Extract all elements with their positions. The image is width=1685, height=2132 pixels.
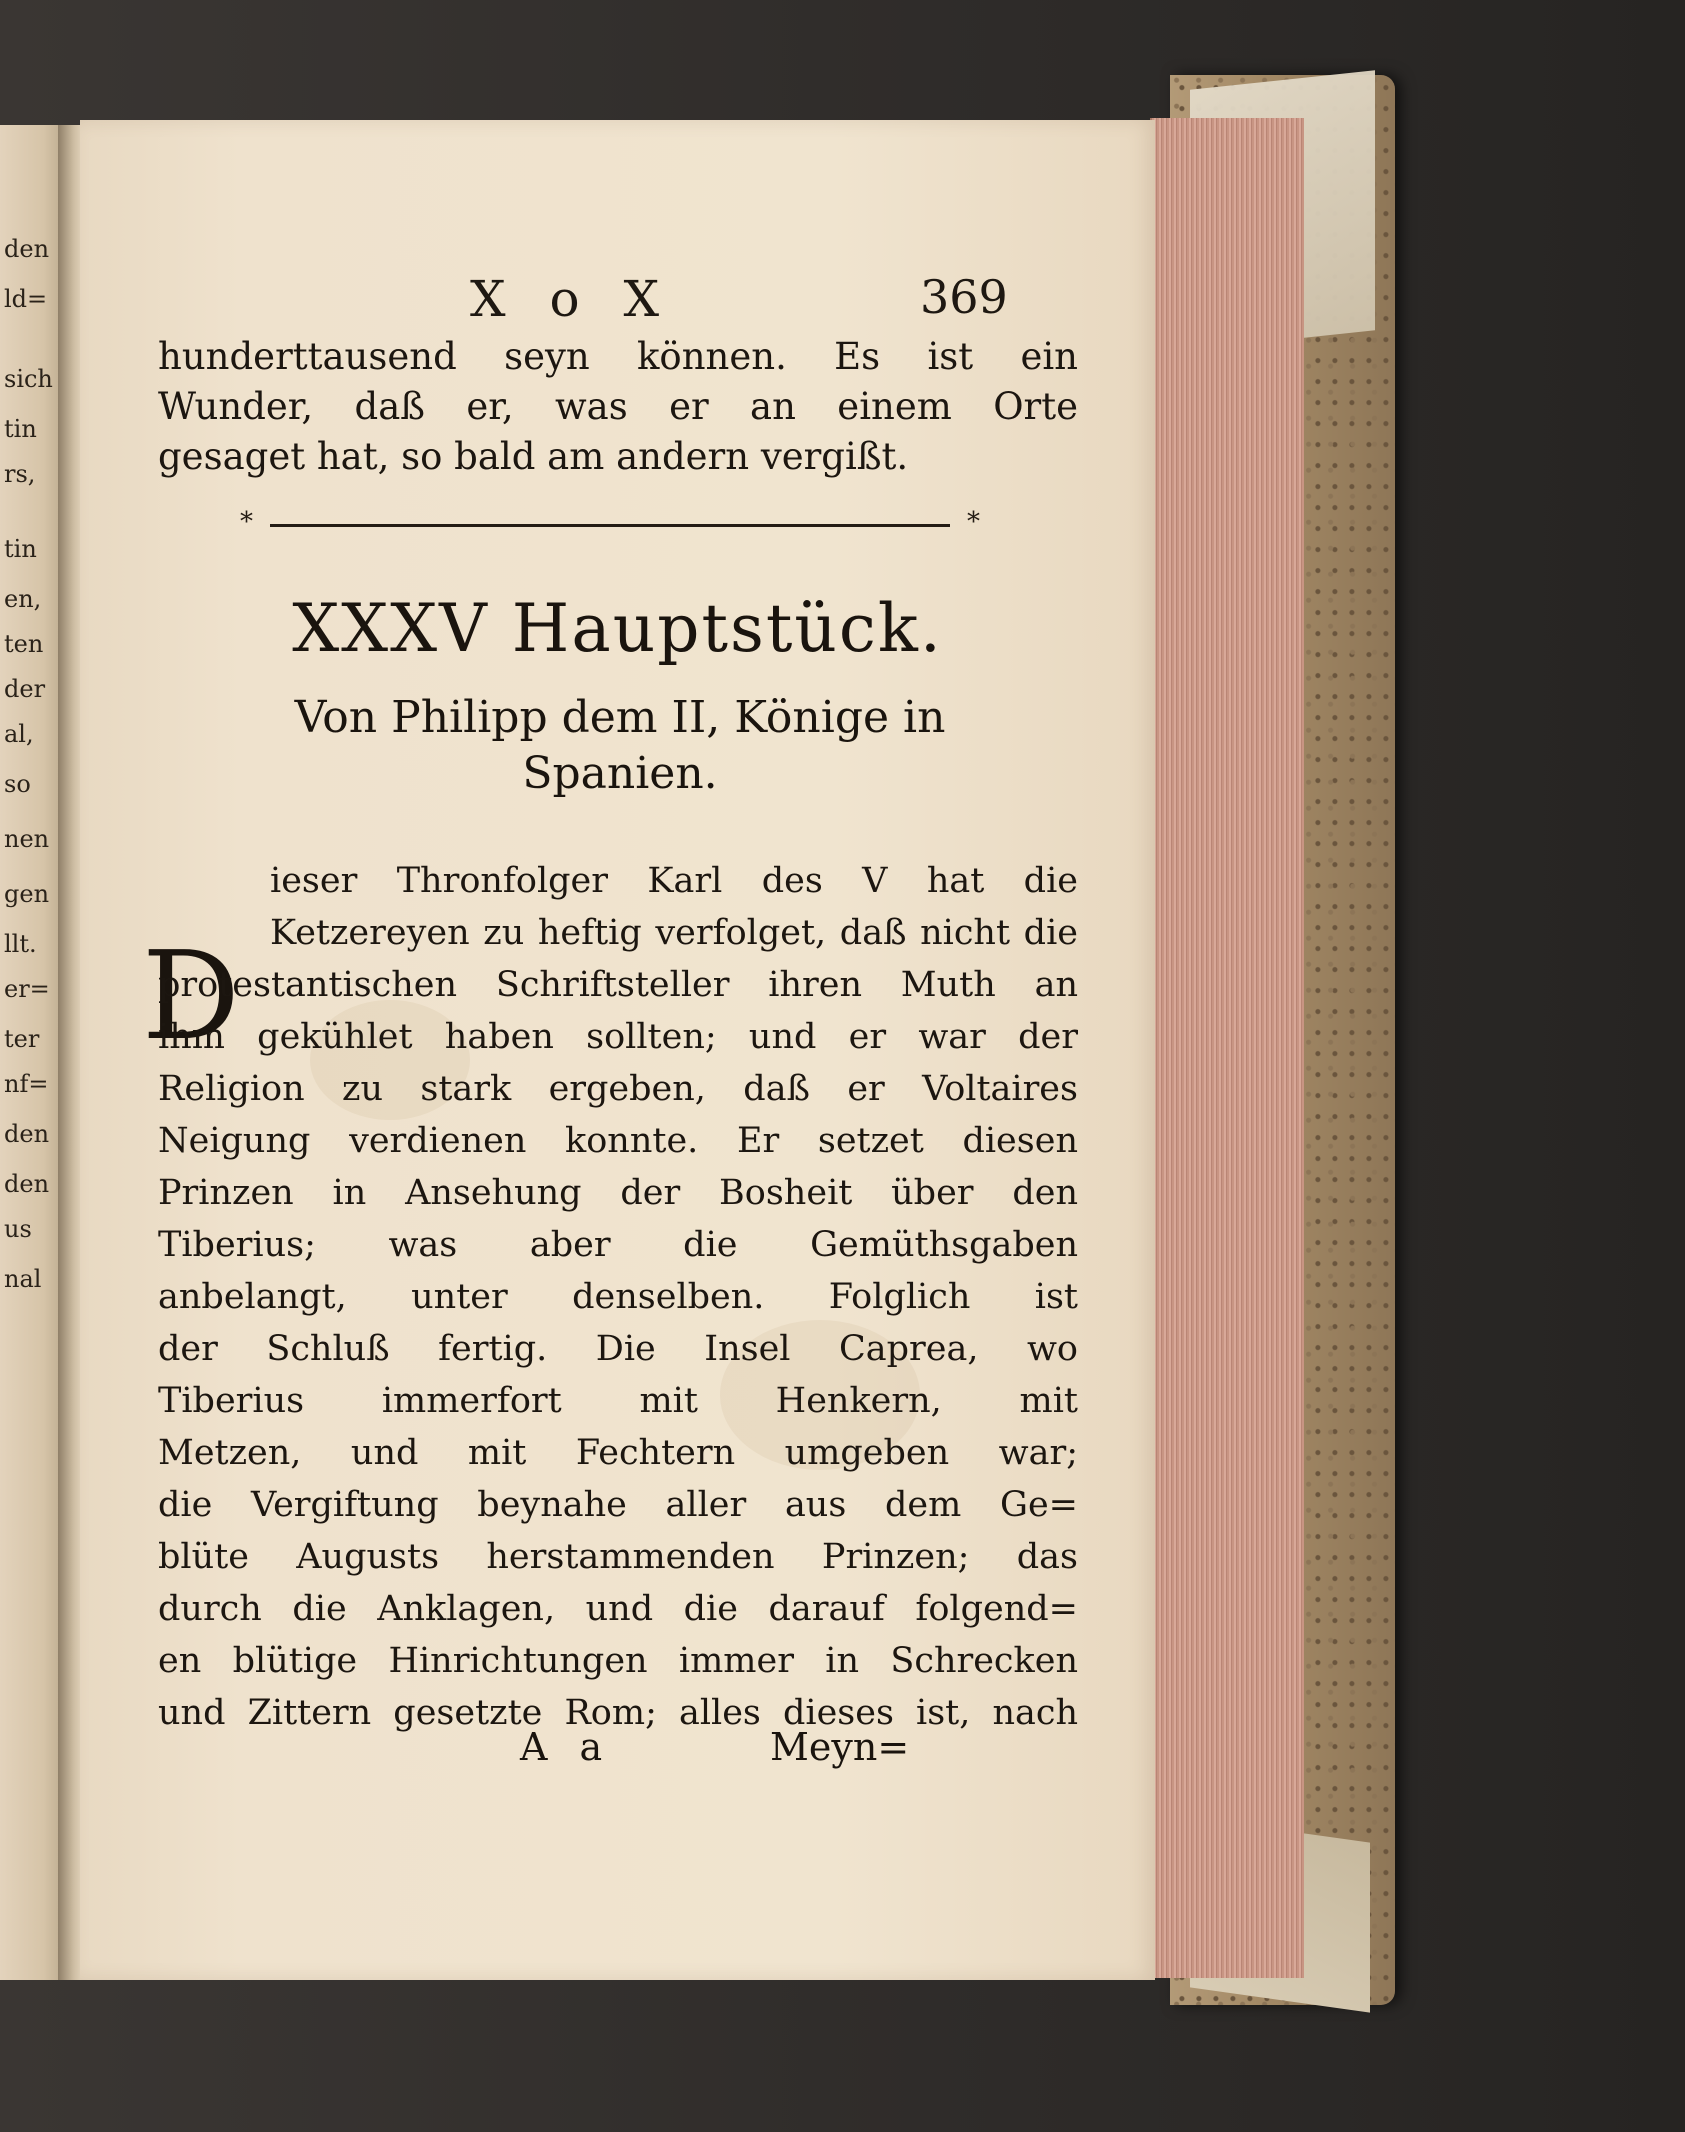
left-page-text-fragment: ld= (4, 285, 48, 313)
running-head: X o X (470, 270, 674, 328)
text-line: protestantischen Schriftsteller ihren Muth an (158, 965, 1078, 1005)
page-header (80, 270, 1155, 330)
left-page-text-fragment: al, (4, 720, 34, 748)
chapter-heading: XXXV Hauptstück. (292, 590, 943, 667)
section-divider (240, 507, 980, 537)
text-line: und Zittern gesetzte Rom; alles dieses ist, nach (158, 1693, 1078, 1733)
text-line: ihm gekühlet haben sollten; und er war der (158, 1017, 1078, 1057)
text-line: blüte Augusts herstammenden Prinzen; das (158, 1537, 1078, 1577)
text-line: en blütige Hinrichtungen immer in Schrecken (158, 1641, 1078, 1681)
left-page-text-fragment: den (4, 235, 50, 263)
left-page-text-fragment: gen (4, 880, 50, 908)
page-edges (1150, 118, 1304, 1978)
left-page-text-fragment: nf= (4, 1070, 49, 1098)
text-line: hunderttausend seyn können. Es ist ein (158, 335, 1078, 378)
text-line: gesaget hat, so bald am andern vergißt. (158, 435, 909, 478)
page-footer (80, 1725, 1155, 1775)
asterisk-left: * (240, 507, 253, 537)
left-page-text-fragment: rs, (4, 460, 36, 488)
body-paragraph (158, 855, 1078, 1739)
text-line: anbelangt, unter denselben. Folglich ist (158, 1277, 1078, 1317)
text-line: Tiberius immerfort mit Henkern, mit (158, 1381, 1078, 1421)
drop-cap: D (142, 925, 240, 1067)
left-page-text-fragment: den (4, 1120, 50, 1148)
asterisk-right: * (967, 507, 980, 537)
text-line: die Vergiftung beynahe aller aus dem Ge= (158, 1485, 1078, 1525)
text-line: Tiberius; was aber die Gemüthsgaben (158, 1225, 1078, 1265)
text-line: der Schluß fertig. Die Insel Caprea, wo (158, 1329, 1078, 1369)
left-page-text-fragment: en, (4, 585, 42, 613)
subtitle-line: Spanien. (522, 748, 718, 799)
text-line: Prinzen in Ansehung der Bosheit über den (158, 1173, 1078, 1213)
text-line: Ketzereyen zu heftig verfolget, daß nicht die (270, 913, 1078, 953)
chapter-subtitle (140, 690, 1100, 802)
left-page-text-fragment: er= (4, 975, 50, 1003)
left-page-text-fragment: llt. (4, 930, 37, 958)
divider-rule (270, 524, 950, 527)
signature-mark: A a (520, 1725, 613, 1769)
text-line: Religion zu stark ergeben, daß er Voltaires (158, 1069, 1078, 1109)
opening-paragraph (158, 332, 1078, 482)
left-page-text-fragment: so (4, 770, 31, 798)
left-page-text-fragment: sich (4, 365, 53, 393)
left-page-text-fragment: tin (4, 415, 37, 443)
left-page-text-fragment: der (4, 675, 46, 703)
subtitle-line: Von Philipp dem II, Könige in (294, 692, 946, 743)
left-page-text-fragment: us (4, 1215, 32, 1243)
left-page-text-fragment: nen (4, 825, 50, 853)
catchword: Meyn= (770, 1725, 910, 1769)
text-line: Wunder, daß er, was er an einem Orte (158, 385, 1078, 428)
text-line: Metzen, und mit Fechtern umgeben war; (158, 1433, 1078, 1473)
left-page-text-fragment: den (4, 1170, 50, 1198)
book-page (80, 120, 1155, 1980)
left-page-text-fragment: ter (4, 1025, 40, 1053)
left-page-text-fragment: tin (4, 535, 37, 563)
left-page (0, 125, 62, 1980)
left-page-text-fragment: nal (4, 1265, 42, 1293)
left-page-text-fragment: ten (4, 630, 44, 658)
page-number: 369 (920, 270, 1008, 324)
text-line: ieser Thronfolger Karl des V hat die (270, 861, 1078, 901)
text-line: Neigung verdienen konnte. Er setzet diesen (158, 1121, 1078, 1161)
text-line: durch die Anklagen, und die darauf folgend= (158, 1589, 1078, 1629)
